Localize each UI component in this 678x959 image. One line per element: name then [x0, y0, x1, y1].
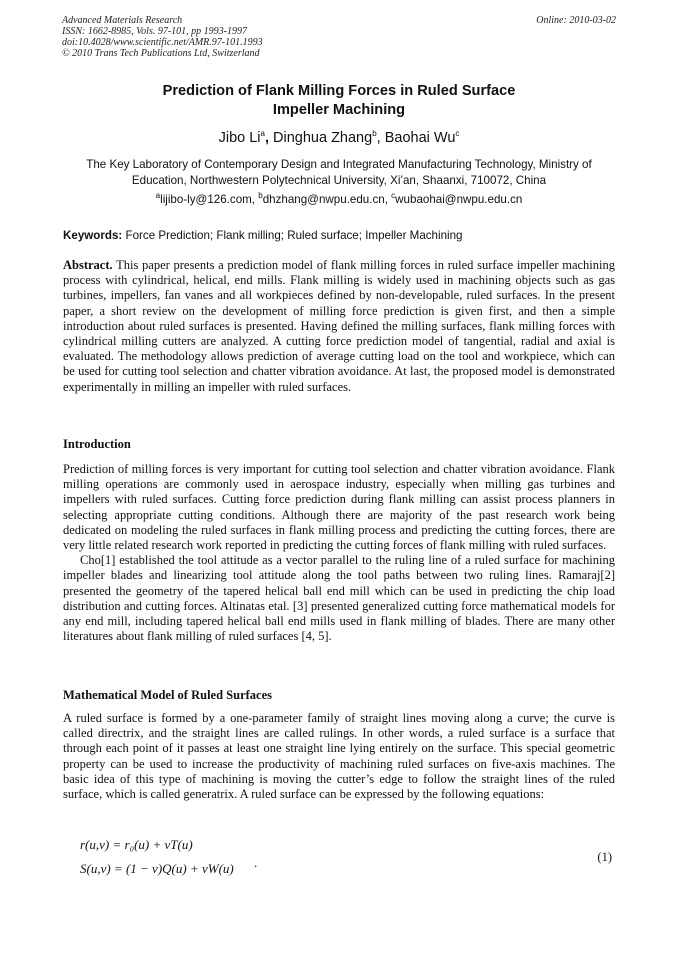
- title-line-1: Prediction of Flank Milling Forces in Ruled Surface: [162, 83, 516, 99]
- author-affil-mark: c: [455, 129, 460, 139]
- section-heading-introduction: Introduction: [63, 437, 131, 451]
- author-affil-mark: a: [260, 129, 265, 139]
- author-name: Jibo Li: [218, 130, 261, 146]
- abstract-label: Abstract.: [63, 258, 113, 272]
- affiliation: [62, 157, 616, 189]
- author-name: Baohai Wu: [384, 130, 456, 146]
- email-mark: a: [155, 191, 161, 201]
- keywords: [63, 229, 616, 242]
- paper-title: [60, 82, 618, 120]
- equation-number: (1): [597, 850, 612, 864]
- author-name: Dinghua Zhang: [273, 130, 373, 146]
- affiliation-line-2: Education, Northwestern Polytechnical University, Xi’an, Shaanxi, 710072, China: [131, 174, 547, 187]
- abstract-text: This paper presents a prediction model of flank milling forces in ruled surface impeller machining process with cylindrical, helical, end mills. Flank milling is widely used in machining objects such as gas turbines, impellers, fan vanes and all workpieces defined by non-developable, ruled surfaces. In the present paper, a short review on the development of milling force prediction is given first, and then a simple introduction about ruled surfaces is presented. Having defined the milling surfaces, flank milling forces with cylindrical milling cutters are analyzed. A cutting force prediction model of tangential, radial and axial is evaluated. The methodology allows prediction of average cutting load on the tool and workpiece, which can be used for cutting tool selection and chatter vibration avoidance. At last, the proposed model is demonstrated experimentally in milling an impeller with ruled surfaces.: [63, 258, 615, 394]
- equation: [80, 833, 234, 881]
- email-mark: b: [258, 191, 263, 201]
- email-link[interactable]: dhzhang@nwpu.edu.cn: [262, 193, 385, 206]
- journal-header: [62, 15, 616, 59]
- equation-period: .: [254, 855, 258, 870]
- email-link[interactable]: lijibo-ly@126.com: [160, 193, 252, 206]
- author-emails: $^a$lijibo-ly@126.com, $^b$dhzhang@nwpu.edu.cn, $^c$wubaohai@nwpu.edu.cn: [155, 191, 523, 206]
- online-date: Online: 2010-03-02: [536, 15, 616, 26]
- math-model-body: [63, 711, 615, 802]
- email-mark: c: [391, 191, 396, 201]
- abstract: [63, 258, 615, 395]
- keywords-text: Force Prediction; Flank milling; Ruled surface; Impeller Machining: [122, 229, 463, 242]
- affiliation-line-1: The Key Laboratory of Contemporary Design and Integrated Manufacturing Technology, Ministry of: [86, 158, 592, 171]
- journal-issn: ISSN: 1662-8985, Vols. 97-101, pp 1993-1997: [62, 26, 247, 37]
- journal-doi[interactable]: doi:10.4028/www.scientific.net/AMR.97-101.1993: [62, 37, 263, 48]
- author-list: Jibo Li$^a$, Dinghua Zhang$^b$, Baohai Wu$^c$: [218, 129, 460, 146]
- section-heading-math-model: Mathematical Model of Ruled Surfaces: [63, 688, 272, 702]
- paragraph: A ruled surface is formed by a one-parameter family of straight lines moving along a curve; the curve is called directrix, and the straight lines are called rulings. In other words, a ruled surface is a surface that through each point of it passes at least one straight line lying entirely on the surface. This special geometric property can be used to increase the productivity of machining ruled surfaces on five-axis machines. The basic idea of this type of machining is moving the cutter’s edge to follow the straight lines of the ruled surface, which is called generatrix. A ruled surface can be expressed by the following equations:: [63, 711, 615, 802]
- equation-line-1: r(u,v) = r₀(u) + vT(u): [80, 837, 193, 852]
- journal-copyright: © 2010 Trans Tech Publications Ltd, Switzerland: [62, 48, 260, 59]
- email-link[interactable]: wubaohai@nwpu.edu.cn: [395, 193, 523, 206]
- author-affil-mark: b: [372, 129, 377, 139]
- paragraph: Cho[1] established the tool attitude as a vector parallel to the ruling line of a ruled surface for machining impeller blades and linearizing tool attitude along the tool paths between two ruling lines. Ramaraj[2] presented the geometry of the tapered helical ball end mill which can be used in predicting the chip load distribution and cutting forces. Altinatas etal. [3] presented generalized cutting force mathematical models for any end mill, including tapered helical ball end mills used in flank milling of blades. There are many other literatures about flank milling of ruled surfaces [4, 5].: [63, 553, 615, 644]
- paragraph: Prediction of milling forces is very important for cutting tool selection and chatter vibration avoidance. Flank milling operations are commonly used in aerospace industry, especially when milling gas turbines and impellers with ruled surfaces. Cutting force prediction during flank milling can assist process planners in selecting appropriate cutting conditions. Although there are majority of the past research work being dedicated on modeling the ruled surfaces in flank milling process and predicting the cutting forces, there are very little related research work reported in predicting the cutting forces of flank milling with ruled surfaces.: [63, 462, 615, 553]
- introduction-body: [63, 462, 615, 644]
- journal-name: Advanced Materials Research: [62, 15, 183, 26]
- keywords-label: Keywords:: [63, 229, 123, 242]
- title-line-2: Impeller Machining: [272, 102, 406, 118]
- equation-line-2: S(u,v) = (1 − v)Q(u) + vW(u): [80, 861, 234, 876]
